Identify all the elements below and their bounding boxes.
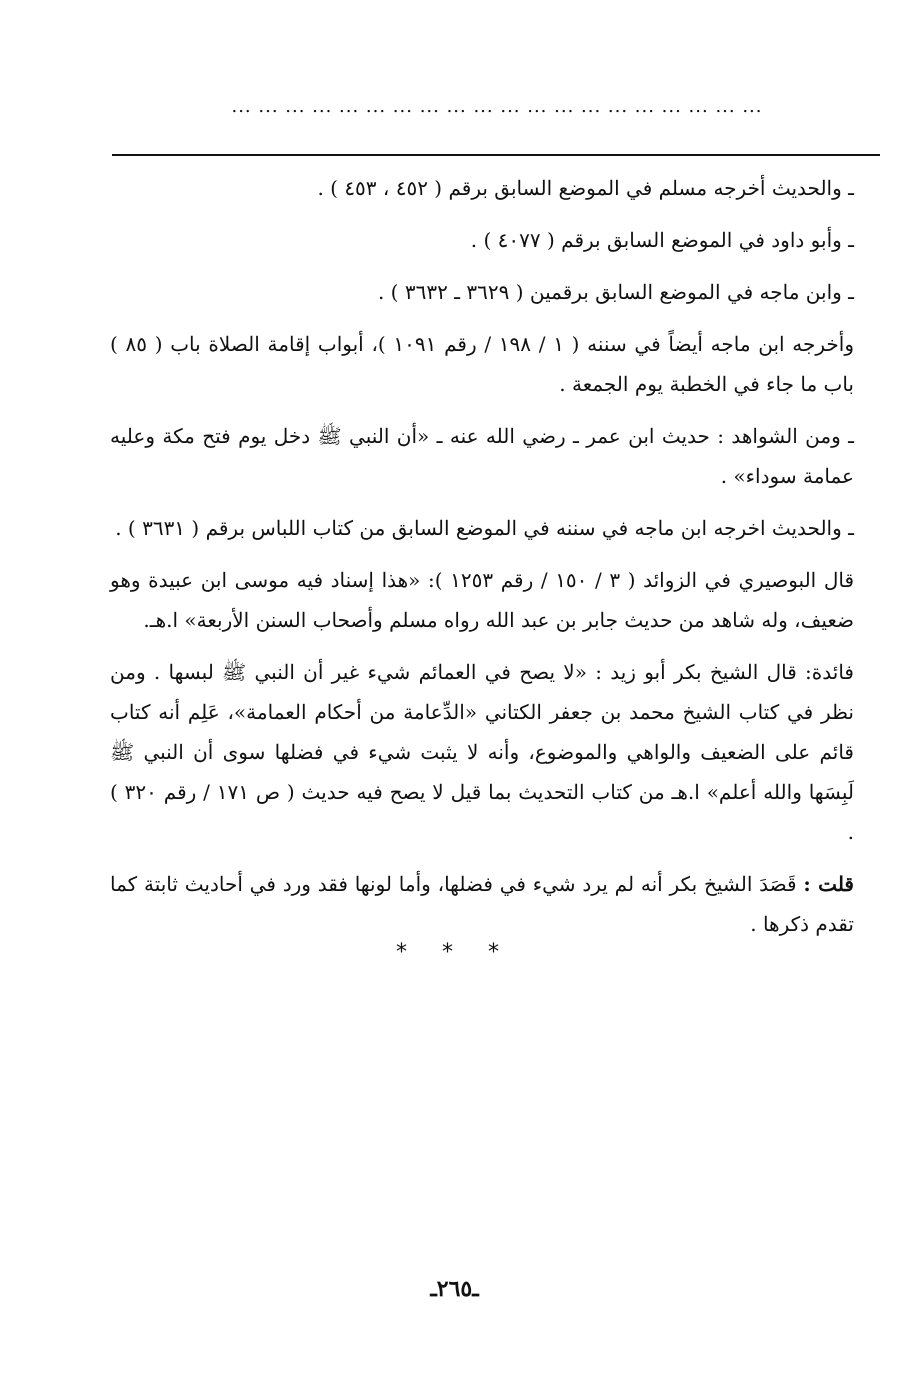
top-dotted-line: ... ... ... ... ... ... ... ... ... ... ... ... ... ... ... ... ... ... ... ... [231, 96, 763, 117]
paragraph-muslim: ـ والحديث أخرجه مسلم في الموضع السابق برقم ( ٤٥٢ ، ٤٥٣ ) . [317, 176, 854, 200]
paragraph-abu-dawud: ـ وأبو داود في الموضع السابق برقم ( ٤٠٧٧ ) . [470, 228, 854, 252]
paragraph-busiri: قال البوصيري في الزوائد ( ٣ / ١٥٠ / رقم ١٢٥٣ ): «هذا إسناد فيه موسى ابن عبيدة وهو ضعيف، وله شاهد من حديث جابر بن عبد الله رواه مسلم وأصحاب السنن الأربعة» ا.هـ. [110, 568, 854, 632]
qultu-lead: قلت : [803, 872, 854, 896]
paragraph-ibn-majah-sunan: وأخرجه ابن ماجه أيضاً في سننه ( ١ / ١٩٨ / رقم ١٠٩١ )، أبواب إقامة الصلاة باب ( ٨٥ ) باب ما جاء في الخطبة يوم الجمعة . [110, 332, 855, 396]
paragraph-libas: ـ والحديث اخرجه ابن ماجه في سننه في الموضع السابق من كتاب اللباس برقم ( ٣٦٣١ ) . [115, 516, 854, 540]
qultu-text: قَصَدَ الشيخ بكر أنه لم يرد شيء في فضلها، وأما لونها فقد ورد في أحاديث ثابتة كما تقدم ذكرها . [110, 872, 854, 936]
footnote-separator-rule [112, 154, 880, 156]
paragraph-ibn-majah: ـ وابن ماجه في الموضع السابق برقمين ( ٣٦٢٩ ـ ٣٦٣٢ ) . [377, 280, 854, 304]
page-number: ـ٢٦٥ـ [430, 1276, 479, 1302]
paragraph-shawahid: ـ ومن الشواهد : حديث ابن عمر ـ رضي الله عنه ـ «أن النبي ﷺ دخل يوم فتح مكة وعليه عمامة سوداء» . [110, 424, 854, 488]
paragraph-faida: فائدة: قال الشيخ بكر أبو زيد : «لا يصح في العمائم شيء غير أن النبي ﷺ لبسها . ومن نظر في كتاب الشيخ محمد بن جعفر الكتاني «الدِّعامة من أحكام العمامة»، عَلِم أنه كتاب قائم على الضعيف والواهي والموضوع، وأنه لا يثبت شيء في فضلها سوى أن النبي ﷺ لَبِسَها والله أعلم» ا.هـ من كتاب التحديث بما قيل لا يصح فيه حديث ( ص ١٧١ / رقم ٣٢٠ ) . [110, 660, 854, 844]
paragraph-qultu [110, 864, 882, 944]
footnote-body [110, 168, 882, 956]
section-separator-stars: * * * [396, 940, 513, 965]
